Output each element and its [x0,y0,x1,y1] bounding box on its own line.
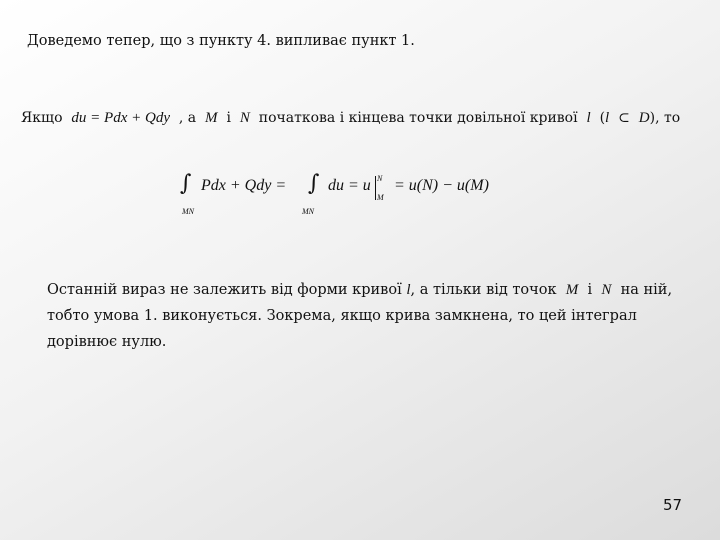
upper-limit: N [377,174,383,183]
integral-sign-left: ∫ [180,171,192,196]
integral-formula [180,173,540,223]
intro-conj: і [226,110,231,126]
paragraph-text-a: Останній вираз не залежить від форми кривої [47,282,402,298]
paragraph-word: виконується. [162,308,262,324]
paragraph-text-b: , а тільки від точок [410,282,557,298]
paragraph-text-c: на ній, [620,282,673,298]
paragraph-word: замкнена, [434,308,513,324]
paragraph-point-n: N [601,282,612,298]
integrand-left: Pdx + Qdy = [201,177,287,194]
paragraph-word: умова [93,308,140,324]
path-label-left: MN [182,207,194,216]
paragraph-word: Зокрема, [266,308,336,324]
domain-symbol: D [638,110,650,126]
formula-result: = u(N) − u(M) [394,177,489,194]
curve-symbol: l [586,110,591,126]
paragraph-word: крива [385,308,431,324]
intro-prefix: Якщо [21,110,63,126]
paren-open: ( [599,110,606,126]
path-label-right: MN [302,207,314,216]
slide-heading: Доведемо тепер, що з пункту 4. випливає пункт 1. [27,33,415,49]
paragraph-line-1 [47,277,677,303]
paragraph-word: тобто [47,308,90,324]
subset-symbol: ⊂ [618,110,630,126]
curve-symbol-inner: l [605,110,610,126]
paragraph-line-2 [47,303,672,329]
lower-limit: M [377,193,384,202]
intro-sep: , а [178,110,197,126]
paragraph-curve: l [406,282,411,298]
point-n: N [239,110,250,126]
paragraph-line-3: дорівнює нулю. [47,334,167,350]
intro-suffix: ), то [649,110,681,126]
paragraph-word: 1. [143,308,158,324]
paragraph-word: інтеграл [571,308,637,324]
paragraph-point-m: M [565,282,579,298]
paragraph-conj: і [587,282,593,298]
point-m: M [205,110,218,126]
paragraph-word: якщо [340,308,381,324]
intro-line [21,110,680,127]
evaluation-bar [375,176,376,200]
conclusion-paragraph [47,277,677,355]
paragraph-word: то [517,308,535,324]
intro-equation: du = Pdx + Qdy [71,110,170,126]
intro-middle: початкова і кінцева точки довільної кривої [258,110,578,126]
integral-sign-right: ∫ [308,171,320,196]
paragraph-word: цей [538,308,567,324]
page-number: 57 [663,496,683,514]
integrand-right: du = u [328,177,371,194]
